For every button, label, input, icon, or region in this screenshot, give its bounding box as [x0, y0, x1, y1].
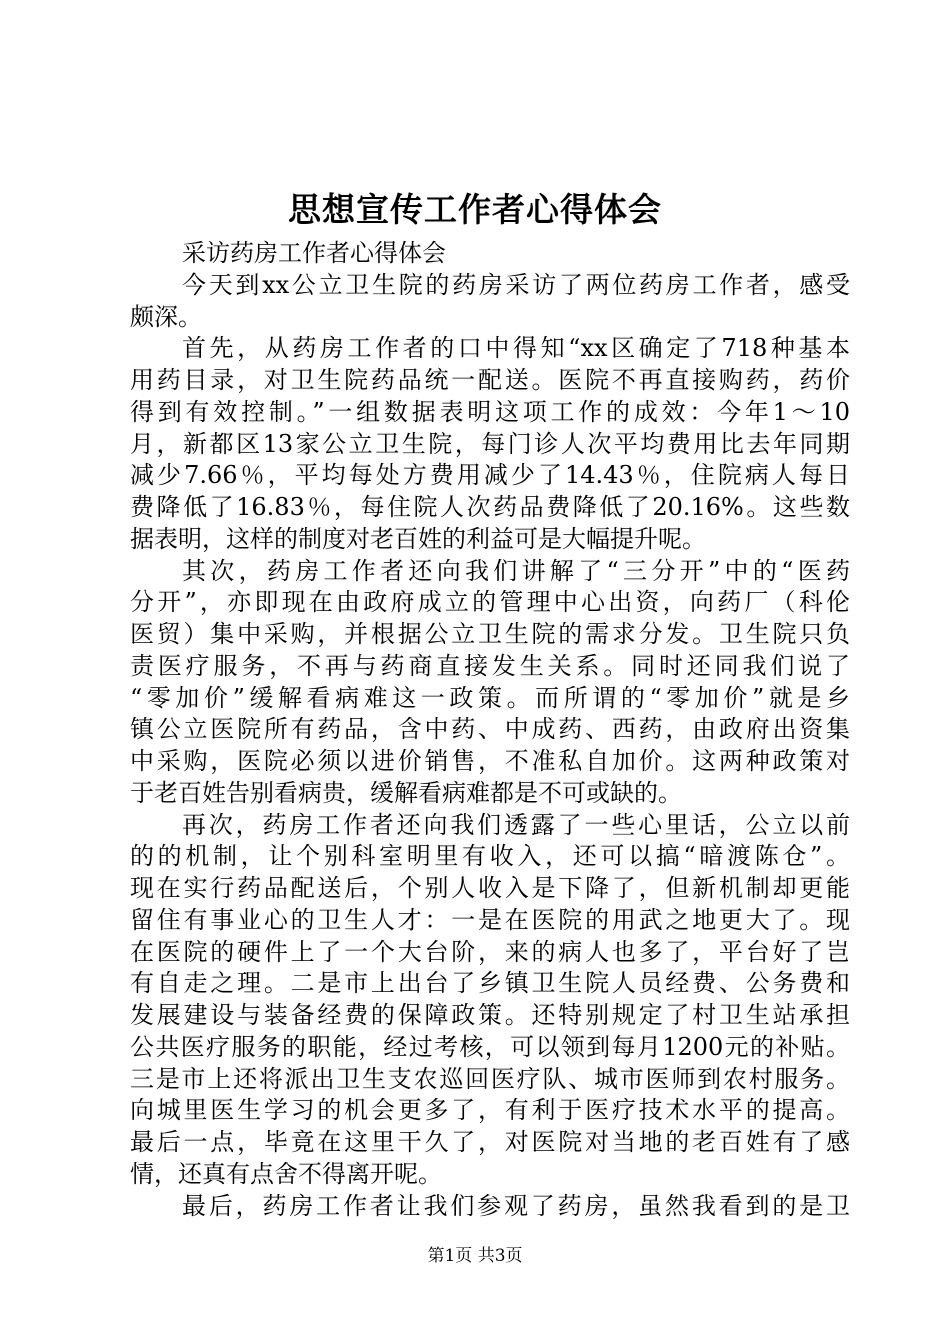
body-text-line: 首先，从药房工作者的口中得知“xx区确定了718种基本 — [182, 334, 850, 363]
body-text-line: 三是市上还将派出卫生支农巡回医疗队、城市医师到农村服务。 — [130, 1064, 850, 1093]
body-text-line: 分开”，亦即现在由政府成立的管理中心出资，向药厂（科伦 — [130, 588, 850, 617]
body-text-line: 今天到xx公立卫生院的药房采访了两位药房工作者，感受 — [182, 270, 850, 299]
body-text-line: 的的机制，让个别科室明里有收入，还可以搞“暗渡陈仓”。 — [130, 842, 850, 871]
body-text-line: 发展建设与装备经费的保障政策。还特别规定了村卫生站承担 — [130, 1001, 850, 1029]
body-text-line: 医贸）集中采购，并根据公立卫生院的需求分发。卫生院只负 — [130, 620, 850, 648]
page-number-footer: 第1页 共3页 — [427, 1246, 523, 1266]
document-body — [130, 238, 850, 1222]
body-text-line: 镇公立医院所有药品，含中药、中成药、西药，由政府出资集 — [130, 715, 850, 744]
body-text-line: 得到有效控制。”一组数据表明这项工作的成效：今年1～10 — [130, 397, 850, 426]
document-title: 思想宣传工作者心得体会 — [288, 190, 662, 229]
body-text-line: 在医院的硬件上了一个大台阶，来的病人也多了，平台好了岂 — [130, 937, 850, 966]
body-text-line: 减少7.66％，平均每处方费用减少了14.43％，住院病人每日 — [130, 461, 850, 490]
body-text-line: 用药目录，对卫生院药品统一配送。医院不再直接购药，药价 — [130, 366, 850, 394]
body-text-line: 于老百姓告别看病贵，缓解看病难都是不可或缺的。 — [130, 778, 682, 807]
body-text-line: 颇深。 — [130, 302, 202, 331]
body-text-line: “零加价”缓解看病难这一政策。而所谓的“零加价”就是乡 — [130, 683, 850, 712]
body-text-line: 再次，药房工作者还向我们透露了一些心里话，公立以前 — [182, 810, 850, 839]
body-text-line: 中采购，医院必须以进价销售，不准私自加价。这两种政策对 — [130, 747, 850, 775]
body-text-line: 据表明，这样的制度对老百姓的利益可是大幅提升呢。 — [130, 524, 706, 553]
body-text-line: 向城里医生学习的机会更多了，有利于医疗技术水平的提高。 — [130, 1096, 850, 1125]
body-text-line: 情，还真有点舍不得离开呢。 — [130, 1159, 442, 1188]
body-text-line: 有自走之理。二是市上出台了乡镇卫生院人员经费、公务费和 — [130, 969, 850, 998]
body-text-line: 最后，药房工作者让我们参观了药房，虽然我看到的是卫 — [182, 1191, 850, 1220]
body-text-line: 月，新都区13家公立卫生院，每门诊人次平均费用比去年同期 — [130, 429, 850, 458]
body-text-line: 留住有事业心的卫生人才：一是在医院的用武之地更大了。现 — [130, 905, 850, 934]
body-text-line: 其次，药房工作者还向我们讲解了“三分开”中的“医药 — [182, 556, 850, 585]
body-text-line: 采访药房工作者心得体会 — [182, 239, 446, 267]
body-text-line: 公共医疗服务的职能，经过考核，可以领到每月1200元的补贴。 — [130, 1032, 850, 1061]
body-text-line: 责医疗服务，不再与药商直接发生关系。同时还同我们说了 — [130, 651, 850, 680]
body-text-line: 费降低了16.83％，每住院人次药品费降低了20.16%。这些数 — [130, 493, 850, 521]
body-text-line: 最后一点，毕竟在这里干久了，对医院对当地的老百姓有了感 — [130, 1128, 850, 1156]
body-text-line: 现在实行药品配送后，个别人收入是下降了，但新机制却更能 — [130, 874, 850, 902]
